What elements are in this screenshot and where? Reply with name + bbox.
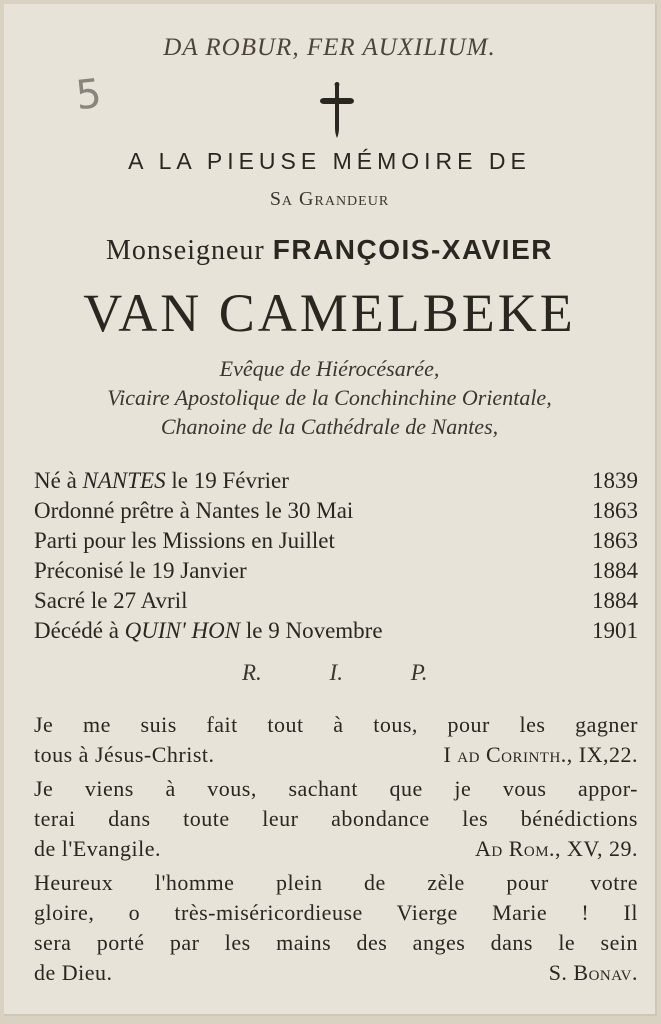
motto: DA ROBUR, FER AUXILIUM.: [163, 34, 496, 61]
quote-reference: S. Bonav.: [548, 960, 638, 985]
title-line: Vicaire Apostolique de la Conchinchine Orientale,: [107, 385, 552, 410]
event-row: Parti pour les Missions en Juillet 1863: [34, 526, 638, 556]
quote-line: tous à Jésus-Christ.: [34, 742, 215, 767]
quote-line: terai dans toute leur abondance les bénédictions: [34, 806, 638, 831]
event-year: 1901: [592, 618, 638, 643]
event-row: Sacré le 27 Avril 1884: [34, 586, 638, 616]
event-row: Décédé à QUIN' HON le 9 Novembre 1901: [34, 616, 638, 646]
quote-reference: I ad Corinth., IX,22.: [443, 742, 638, 767]
quote-line: de Dieu.: [34, 960, 113, 985]
quote-line: sera porté par les mains des anges dans le sein: [34, 930, 638, 955]
quote-line: de l'Evangile.: [34, 836, 162, 861]
event-year: 1884: [592, 558, 638, 583]
dedication: A LA PIEUSE MÉMOIRE DE: [128, 148, 531, 174]
event-row: Préconisé le 19 Janvier 1884: [34, 556, 638, 586]
title-line: Evêque de Hiérocésarée,: [219, 356, 440, 381]
surname: VAN CAMELBEKE: [83, 283, 576, 343]
quote-line: Je viens à vous, sachant que je vous appor-: [34, 776, 638, 801]
cross-icon: [320, 82, 354, 138]
scripture-quote: [34, 868, 638, 988]
name-prefix: Monseigneur: [106, 235, 265, 266]
event-place: QUIN' HON: [124, 618, 241, 643]
given-names: FRANÇOIS-XAVIER: [272, 234, 553, 265]
quote-line: Je me suis fait tout à tous, pour les gagner: [34, 712, 638, 737]
full-name: [4, 234, 655, 267]
event-year: 1863: [592, 498, 638, 523]
event-year: 1863: [592, 528, 638, 553]
scripture-quote: [34, 774, 638, 864]
rip-text: R. I. P.: [242, 660, 428, 685]
titles: [4, 354, 655, 441]
title-line: Chanoine de la Cathédrale de Nantes,: [160, 414, 499, 439]
honorific: Sa Grandeur: [269, 188, 390, 210]
quote-reference: Ad Rom., XV, 29.: [474, 836, 638, 861]
event-year: 1884: [592, 588, 638, 613]
event-place: NANTES: [82, 468, 166, 493]
life-events: [34, 466, 638, 646]
scripture-quote: [34, 710, 638, 770]
memorial-card: [4, 4, 657, 1016]
event-row: Ordonné prêtre à Nantes le 30 Mai 1863: [34, 496, 638, 526]
quote-line: gloire, o très-miséricordieuse Vierge Marie ! Il: [34, 900, 638, 925]
pencil-mark: 5: [73, 70, 104, 120]
event-year: 1839: [592, 468, 638, 493]
event-row: Né à NANTES le 19 Février 1839: [34, 466, 638, 496]
quote-line: Heureux l'homme plein de zèle pour votre: [34, 870, 638, 895]
